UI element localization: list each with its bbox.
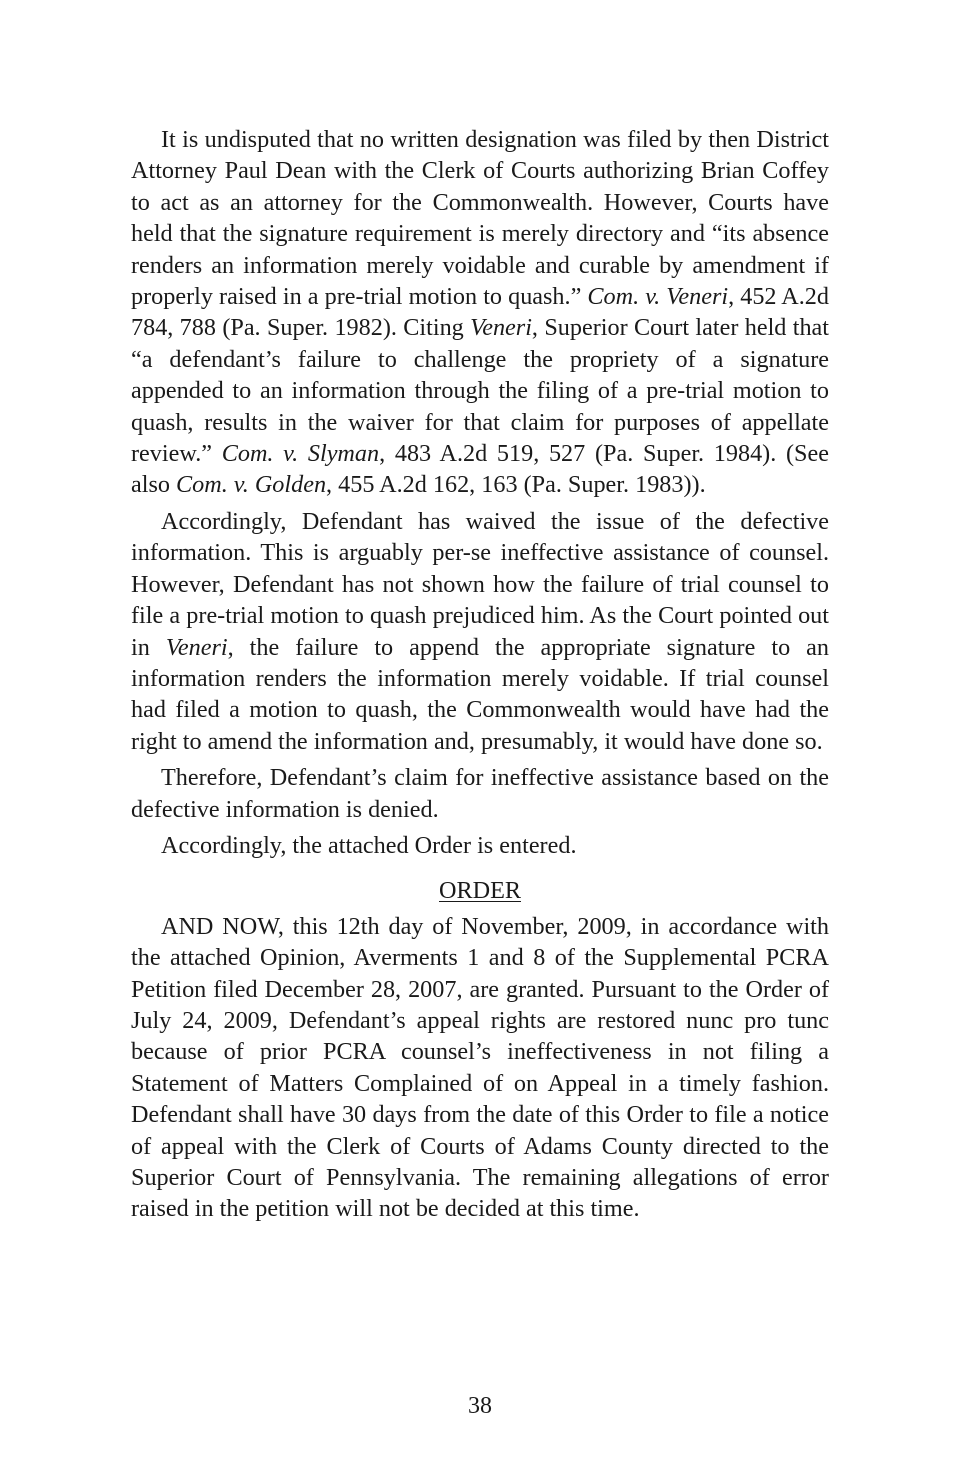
case-citation: Veneri — [470, 314, 532, 342]
text-segment: Accordingly, Defendant has waived the issue of the defective information. This is arguably per-se ineffective assistance of counsel. However, Defendant has not shown how the failure of trial counsel to file a pre-trial motion to quash prejudiced him. As the Court pointed out in — [131, 507, 829, 661]
order-heading-text: ORDER — [439, 877, 521, 905]
paragraph-waived-issue — [131, 506, 829, 757]
paragraph-order-entered — [131, 830, 829, 861]
case-citation: Veneri — [165, 633, 228, 661]
page-number: 38 — [468, 1393, 492, 1419]
paragraph-waiver-law — [131, 124, 829, 501]
text-segment: , Superior Court later held that “a defendant’s failure to challenge the propriety of a signature appended to an information through the filing of a pre-trial motion to quash, results in the waiver for that claim for purposes of appellate review.” — [131, 314, 830, 468]
text-segment: Therefore, Defendant’s claim for ineffective assistance based on the defective information is denied. — [131, 764, 829, 823]
order-heading — [131, 875, 829, 906]
text-segment: Accordingly, the attached Order is entered. — [161, 831, 577, 859]
text-segment: , 455 A.2d 162, 163 (Pa. Super. 1983)). — [326, 471, 706, 499]
text-segment: , the failure to append the appropriate signature to an information renders the information merely voidable. If trial counsel had filed a motion to quash, the Commonwealth would have had the right to amend the information and, presumably, it would have done so. — [131, 633, 829, 755]
case-citation: Com. v. Veneri — [587, 283, 729, 311]
paragraph-claim-denied — [131, 762, 829, 825]
text-segment: , 483 A.2d 519, 527 (Pa. Super. 1984). (See also — [131, 440, 829, 499]
order-paragraph: AND NOW, this 12th day of November, 2009, in accordance with the attached Opinion, Averments 1 and 8 of the Supplemental PCRA Petition filed December 28, 2007, are granted. Pursuant to the Order of July 24, 2009, Defendant’s appeal rights are restored nunc pro tunc because of prior PCRA counsel’s ineffectiveness in not filing a Statement of Matters Complained of on Appeal in a timely fashion. Defendant shall have 30 days from the date of this Order to file a notice of appeal with the Clerk of Courts of Adams County directed to the Superior Court of Pennsylvania. The remaining allegations of error raised in the petition will not be decided at this time. — [131, 912, 829, 1223]
case-citation: Com. v. Slyman — [221, 440, 380, 468]
text-segment: , 452 A.2d 784, 788 (Pa. Super. 1982). Citing — [131, 283, 829, 342]
document-page — [131, 124, 829, 1230]
text-segment: It is undisputed that no written designation was filed by then District Attorney Paul Dean with the Clerk of Courts authorizing Brian Coffey to act as an attorney for the Commonwealth. However, Courts have held that the signature requirement is merely directory and “its absence renders an information merely voidable and curable by amendment if properly raised in a pre-trial motion to quash.” — [131, 126, 829, 311]
case-citation: Com. v. Golden — [176, 471, 327, 499]
